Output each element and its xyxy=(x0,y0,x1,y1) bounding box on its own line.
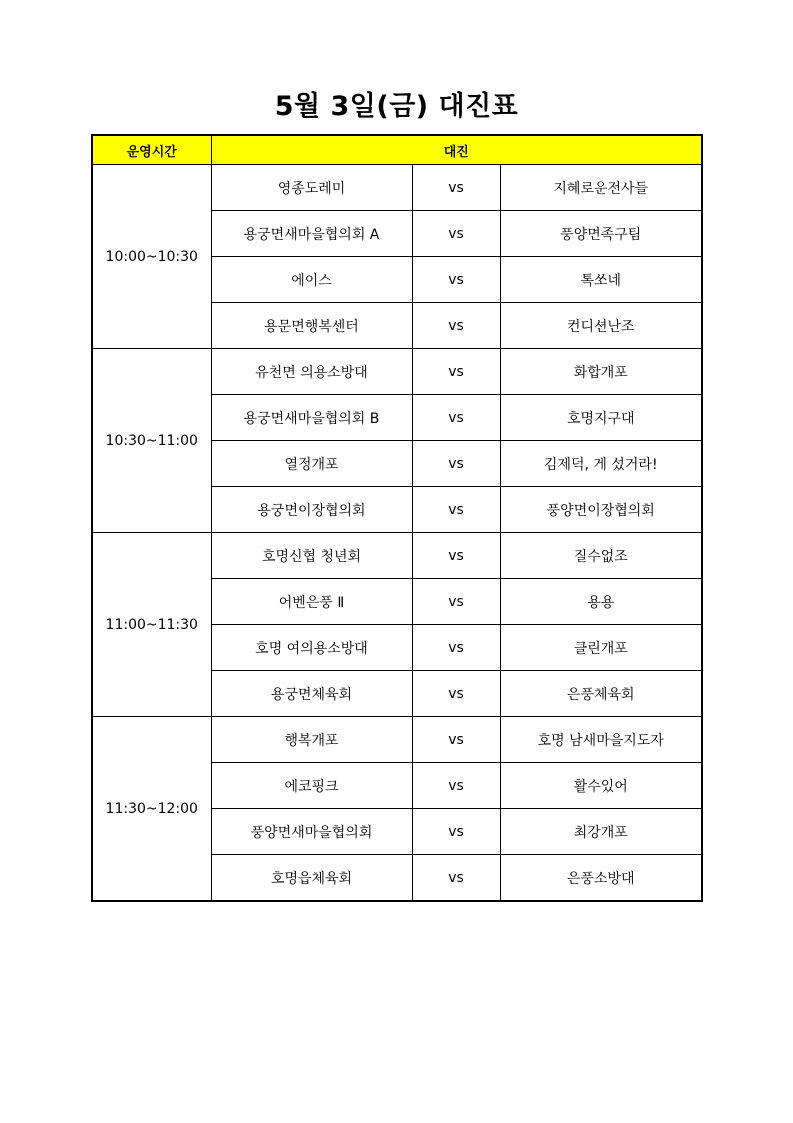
vs-cell: vs xyxy=(412,671,500,717)
time-slot-cell: 11:00~11:30 xyxy=(92,533,211,717)
vs-cell: vs xyxy=(412,165,500,211)
away-team-cell: 컨디션난조 xyxy=(500,303,702,349)
away-team-cell: 화합개포 xyxy=(500,349,702,395)
away-team-cell: 호명 남새마을지도자 xyxy=(500,717,702,763)
match-row xyxy=(92,165,702,211)
vs-cell: vs xyxy=(412,487,500,533)
away-team-cell: 풍양면이장협의회 xyxy=(500,487,702,533)
home-team-cell: 에코핑크 xyxy=(211,763,412,809)
vs-cell: vs xyxy=(412,257,500,303)
away-team-cell: 클린개포 xyxy=(500,625,702,671)
vs-cell: vs xyxy=(412,717,500,763)
home-team-cell: 용궁면새마을협의회 B xyxy=(211,395,412,441)
home-team-cell: 호명신협 청년회 xyxy=(211,533,412,579)
time-slot-cell: 10:00~10:30 xyxy=(92,165,211,349)
away-team-cell: 질수없조 xyxy=(500,533,702,579)
match-row xyxy=(92,717,702,763)
vs-cell: vs xyxy=(412,349,500,395)
page-title: 5월 3일(금) 대진표 xyxy=(274,91,519,122)
time-slot-cell: 10:30~11:00 xyxy=(92,349,211,533)
away-team-cell: 은풍체육회 xyxy=(500,671,702,717)
home-team-cell: 풍양면새마을협의회 xyxy=(211,809,412,855)
vs-cell: vs xyxy=(412,855,500,902)
away-team-cell: 활수있어 xyxy=(500,763,702,809)
vs-cell: vs xyxy=(412,763,500,809)
home-team-cell: 호명읍체육회 xyxy=(211,855,412,902)
vs-cell: vs xyxy=(412,441,500,487)
home-team-cell: 행복개포 xyxy=(211,717,412,763)
bracket-body xyxy=(92,165,702,902)
vs-cell: vs xyxy=(412,303,500,349)
vs-cell: vs xyxy=(412,395,500,441)
header-match: 대진 xyxy=(211,135,702,165)
header-time: 운영시간 xyxy=(92,135,211,165)
home-team-cell: 호명 여의용소방대 xyxy=(211,625,412,671)
vs-cell: vs xyxy=(412,211,500,257)
home-team-cell: 용궁면체육회 xyxy=(211,671,412,717)
away-team-cell: 지혜로운전사들 xyxy=(500,165,702,211)
away-team-cell: 김제덕, 게 섰거라! xyxy=(500,441,702,487)
home-team-cell: 용궁면새마을협의회 A xyxy=(211,211,412,257)
home-team-cell: 영종도레미 xyxy=(211,165,412,211)
away-team-cell: 풍양면족구팀 xyxy=(500,211,702,257)
away-team-cell: 용용 xyxy=(500,579,702,625)
vs-cell: vs xyxy=(412,533,500,579)
away-team-cell: 최강개포 xyxy=(500,809,702,855)
home-team-cell: 어벤은풍 Ⅱ xyxy=(211,579,412,625)
match-row xyxy=(92,533,702,579)
time-slot-cell: 11:30~12:00 xyxy=(92,717,211,902)
vs-cell: vs xyxy=(412,579,500,625)
vs-cell: vs xyxy=(412,809,500,855)
away-team-cell: 은풍소방대 xyxy=(500,855,702,902)
bracket-table xyxy=(91,134,703,902)
away-team-cell: 호명지구대 xyxy=(500,395,702,441)
home-team-cell: 용문면행복센터 xyxy=(211,303,412,349)
header-row xyxy=(92,135,702,165)
vs-cell: vs xyxy=(412,625,500,671)
home-team-cell: 에이스 xyxy=(211,257,412,303)
home-team-cell: 열정개포 xyxy=(211,441,412,487)
match-row xyxy=(92,349,702,395)
home-team-cell: 용궁면이장협의회 xyxy=(211,487,412,533)
home-team-cell: 유천면 의용소방대 xyxy=(211,349,412,395)
away-team-cell: 톡쏘네 xyxy=(500,257,702,303)
